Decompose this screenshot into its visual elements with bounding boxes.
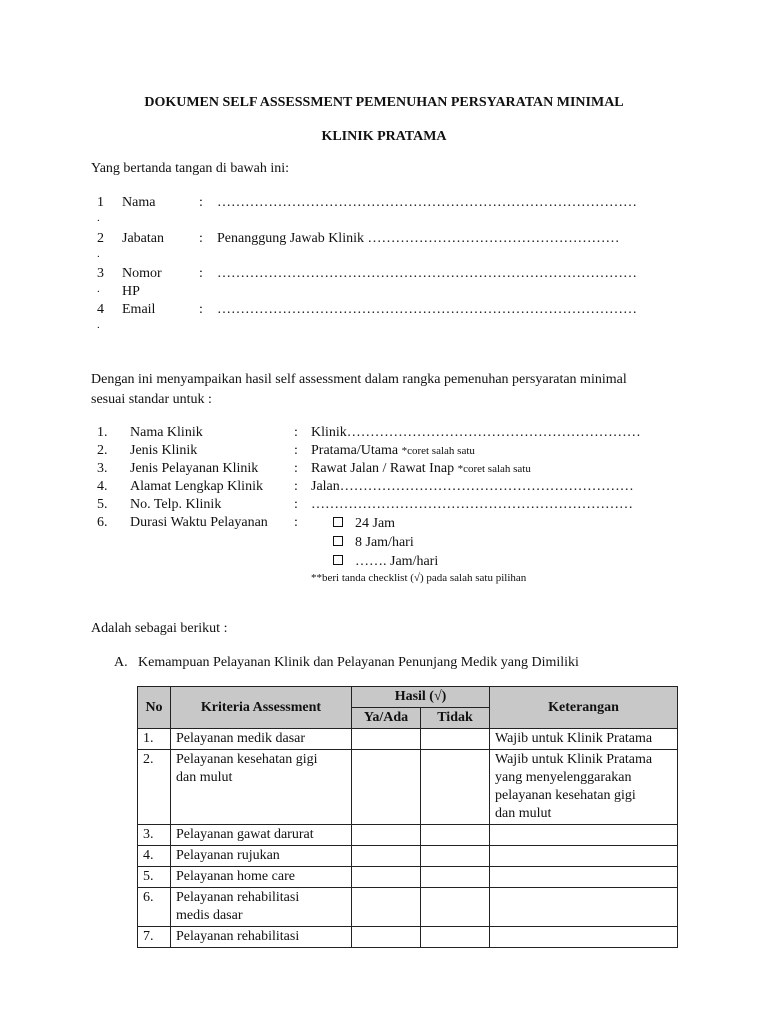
kriteria-line: dan mulut: [176, 770, 233, 785]
table-row: [138, 750, 678, 825]
option-label: ……. Jam/hari: [355, 554, 439, 569]
field-value-blank[interactable]: ………………………………………………………………………………: [217, 195, 637, 210]
clinic-field-value[interactable]: Jalan………………………………………………………: [311, 479, 634, 494]
kriteria-line: Pelayanan rujukan: [176, 848, 280, 863]
kriteria-line: Pelayanan rehabilitasi: [176, 890, 300, 905]
option-label: 24 Jam: [355, 516, 396, 531]
field-value[interactable]: Penanggung Jawab Klinik ………………………………………………: [217, 231, 620, 246]
field-label: Email: [122, 302, 156, 317]
kriteria-line: Pelayanan rehabilitasi: [176, 929, 300, 944]
clinic-field-number: 6.: [97, 515, 108, 530]
field-number-dot: .: [97, 212, 100, 224]
option-label: 8 Jam/hari: [355, 535, 414, 550]
kriteria-line: Pelayanan gawat darurat: [176, 827, 314, 842]
field-colon: :: [199, 195, 203, 210]
header-tidak: Tidak: [421, 708, 490, 729]
clinic-field-value[interactable]: Klinik………………………………………………………: [311, 425, 641, 440]
clinic-field-label: Alamat Lengkap Klinik: [130, 479, 263, 494]
table-header-row: [138, 687, 678, 708]
field-value-blank[interactable]: ………………………………………………………………………………: [217, 302, 637, 317]
field-number: 2: [97, 231, 104, 246]
row-kriteria: [171, 729, 352, 750]
field-colon: :: [199, 302, 203, 317]
keterangan-line: dan mulut: [495, 806, 552, 821]
row-keterangan: [490, 867, 678, 888]
keterangan-line: Wajib untuk Klinik Pratama: [495, 752, 653, 767]
header-ya-ada: Ya/Ada: [352, 708, 421, 729]
row-keterangan: [490, 888, 678, 927]
field-value-blank[interactable]: ………………………………………………………………………………: [217, 266, 637, 281]
clinic-field-label: Nama Klinik: [130, 425, 203, 440]
ya-ada-cell[interactable]: [352, 750, 421, 825]
header-keterangan: Keterangan: [490, 687, 678, 729]
row-number: 2.: [138, 750, 171, 825]
field-label-line2: HP: [122, 284, 140, 299]
field-number: 4: [97, 302, 104, 317]
section-a-title: Kemampuan Pelayanan Klinik dan Pelayanan Penunjang Medik yang Dimiliki: [138, 655, 579, 670]
row-keterangan: [490, 825, 678, 846]
tidak-cell[interactable]: [421, 825, 490, 846]
field-colon: :: [199, 231, 203, 246]
clinic-field-colon: :: [294, 443, 298, 458]
duration-option-24-jam[interactable]: [333, 516, 395, 532]
clinic-field-label: No. Telp. Klinik: [130, 497, 222, 512]
keterangan-line: Wajib untuk Klinik Pratama: [495, 731, 653, 746]
keterangan-line: pelayanan kesehatan gigi: [495, 788, 636, 803]
clinic-field-colon: :: [294, 497, 298, 512]
ya-ada-cell[interactable]: [352, 867, 421, 888]
field-number: 3: [97, 266, 104, 281]
document-title-line2: KLINIK PRATAMA: [321, 129, 447, 144]
row-number: 3.: [138, 825, 171, 846]
strike-note: *coret salah satu: [457, 463, 531, 475]
checklist-note: **beri tanda checklist (√) pada salah satu pilihan: [311, 572, 527, 584]
ya-ada-cell[interactable]: [352, 825, 421, 846]
document-title-line1: DOKUMEN SELF ASSESSMENT PEMENUHAN PERSYARATAN MINIMAL: [144, 95, 624, 110]
clinic-field-colon: :: [294, 425, 298, 440]
ya-ada-cell[interactable]: [352, 846, 421, 867]
follows-text: Adalah sebagai berikut :: [91, 621, 228, 636]
tidak-cell[interactable]: [421, 729, 490, 750]
row-keterangan: [490, 846, 678, 867]
section-a-letter: A.: [114, 655, 128, 670]
header-hasil: Hasil (√): [352, 687, 490, 708]
strike-note: *coret salah satu: [401, 445, 475, 457]
tidak-cell[interactable]: [421, 846, 490, 867]
field-label: Nomor: [122, 266, 162, 281]
paragraph-line2: sesuai standar untuk :: [91, 392, 212, 407]
checkbox-icon[interactable]: [333, 555, 343, 565]
duration-option-custom[interactable]: [333, 554, 438, 570]
clinic-field-number: 5.: [97, 497, 108, 512]
row-kriteria: [171, 888, 352, 927]
row-number: 7.: [138, 927, 171, 948]
clinic-field-label: Jenis Pelayanan Klinik: [130, 461, 259, 476]
keterangan-line: yang menyelenggarakan: [495, 770, 632, 785]
table-row: [138, 846, 678, 867]
row-kriteria: [171, 927, 352, 948]
clinic-field-label: Jenis Klinik: [130, 443, 198, 458]
header-no: No: [138, 687, 171, 729]
row-keterangan: [490, 729, 678, 750]
clinic-field-number: 1.: [97, 425, 108, 440]
row-kriteria: [171, 867, 352, 888]
tidak-cell[interactable]: [421, 888, 490, 927]
field-number: 1: [97, 195, 104, 210]
paragraph-line1: Dengan ini menyampaikan hasil self assessment dalam rangka pemenuhan persyaratan minimal: [91, 372, 627, 387]
row-number: 6.: [138, 888, 171, 927]
row-kriteria: [171, 846, 352, 867]
checkbox-icon[interactable]: [333, 517, 343, 527]
clinic-field-value[interactable]: [311, 443, 475, 459]
clinic-field-colon: :: [294, 479, 298, 494]
row-number: 1.: [138, 729, 171, 750]
tidak-cell[interactable]: [421, 867, 490, 888]
table-row: [138, 825, 678, 846]
field-number-dot: .: [97, 283, 100, 295]
field-number-dot: .: [97, 248, 100, 260]
service-type-value: Rawat Jalan / Rawat Inap: [311, 461, 455, 476]
table-row: [138, 867, 678, 888]
clinic-type-value: Pratama/Utama: [311, 443, 399, 458]
row-kriteria: [171, 750, 352, 825]
kriteria-line: medis dasar: [176, 908, 243, 923]
header-kriteria: Kriteria Assessment: [171, 687, 352, 729]
ya-ada-cell[interactable]: [352, 729, 421, 750]
field-label: Nama: [122, 195, 156, 210]
table-row: [138, 927, 678, 948]
row-keterangan: [490, 927, 678, 948]
duration-option-8-jam[interactable]: [333, 535, 414, 551]
row-keterangan: [490, 750, 678, 825]
intro-text: Yang bertanda tangan di bawah ini:: [91, 161, 290, 176]
ya-ada-cell[interactable]: [352, 927, 421, 948]
clinic-field-label: Durasi Waktu Pelayanan: [130, 515, 268, 530]
clinic-field-number: 4.: [97, 479, 108, 494]
clinic-field-value[interactable]: ……………………………………………………………: [311, 497, 633, 512]
assessment-table: [137, 686, 678, 948]
clinic-field-value[interactable]: [311, 461, 531, 477]
clinic-field-colon: :: [294, 461, 298, 476]
table-row: [138, 729, 678, 750]
row-number: 4.: [138, 846, 171, 867]
ya-ada-cell[interactable]: [352, 888, 421, 927]
kriteria-line: Pelayanan kesehatan gigi: [176, 752, 318, 767]
checkbox-icon[interactable]: [333, 536, 343, 546]
row-number: 5.: [138, 867, 171, 888]
clinic-field-colon: :: [294, 515, 298, 530]
kriteria-line: Pelayanan medik dasar: [176, 731, 306, 746]
field-label: Jabatan: [122, 231, 164, 246]
table-row: [138, 888, 678, 927]
kriteria-line: Pelayanan home care: [176, 869, 295, 884]
row-kriteria: [171, 825, 352, 846]
tidak-cell[interactable]: [421, 750, 490, 825]
field-colon: :: [199, 266, 203, 281]
clinic-field-number: 2.: [97, 443, 108, 458]
clinic-field-number: 3.: [97, 461, 108, 476]
tidak-cell[interactable]: [421, 927, 490, 948]
field-number-dot: .: [97, 319, 100, 331]
